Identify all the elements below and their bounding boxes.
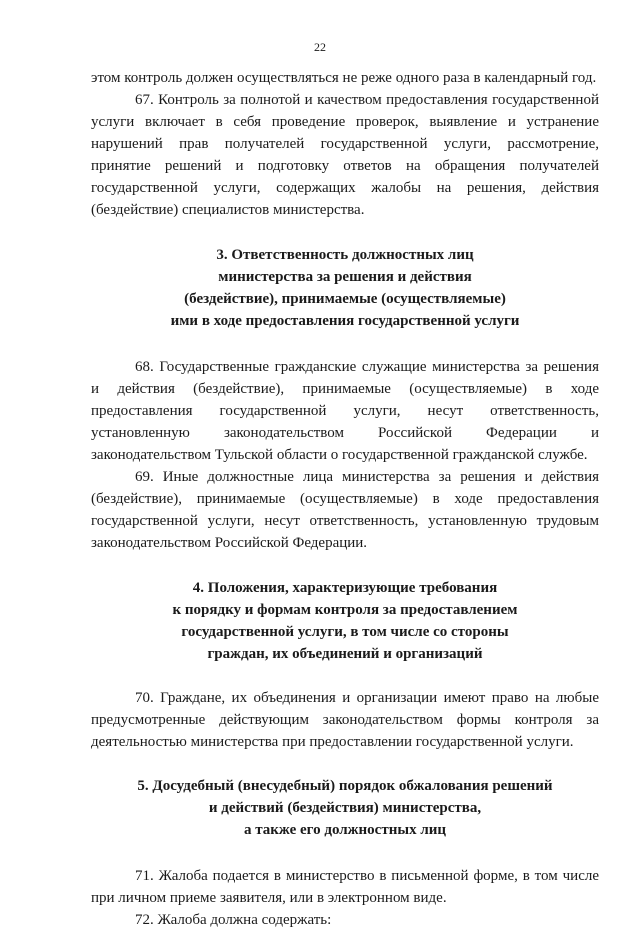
- section-5-heading-line: и действий (бездействия) министерства,: [208, 800, 482, 816]
- paragraph-68: 68. Государственные гражданские служащие министерства за решения и действия (бездействие), принимаемые (осуществляемые) в ходе предоставления государственной услуги, несут ответственность, установленную законодательством Российской Федерации и законодательством Тульской области о государственной гражданской службе.: [91, 359, 599, 463]
- section-3-heading-line: 3. Ответственность должностных лиц: [216, 247, 474, 263]
- section-4-heading-line: 4. Положения, характеризующие требования: [192, 580, 498, 596]
- page-number: 22: [314, 40, 326, 54]
- document-body: [91, 67, 599, 931]
- paragraph-67: 67. Контроль за полнотой и качеством предоставления государственной услуги включает в себя проведение проверок, выявление и устранение нарушений прав получателей государственной услуги, рассмотрение, принятие решений и подготовку ответов на обращения получателей государственной услуги, содержащих жалобы на решения, действия (бездействие) специалистов министерства.: [91, 92, 599, 218]
- paragraph-70: 70. Граждане, их объединения и организации имеют право на любые предусмотренные действующим законодательством формы контроля за деятельностью министерства при предоставлении государственной услуги.: [91, 690, 599, 750]
- section-4-heading-line: государственной услуги, в том числе со стороны: [181, 624, 509, 640]
- paragraph-71: 71. Жалоба подается в министерство в письменной форме, в том числе при личном приеме заявителя, или в электронном виде.: [91, 868, 599, 906]
- section-4-heading: [91, 577, 599, 665]
- section-4-heading-line: к порядку и формам контроля за предоставлением: [172, 602, 518, 618]
- section-5-heading-line: 5. Досудебный (внесудебный) порядок обжалования решений: [137, 778, 553, 794]
- section-3-heading-line: (бездействие), принимаемые (осуществляемые): [184, 291, 506, 307]
- paragraph-continuation: этом контроль должен осуществляться не реже одного раза в календарный год.: [91, 70, 597, 86]
- section-5-heading-line: а также его должностных лиц: [243, 822, 447, 838]
- section-4-heading-line: граждан, их объединений и организаций: [207, 646, 483, 662]
- section-3-heading: [91, 244, 599, 332]
- section-5-heading: [91, 775, 599, 841]
- paragraph-72: 72. Жалоба должна содержать:: [135, 912, 332, 928]
- section-3-heading-line: министерства за решения и действия: [218, 269, 472, 285]
- paragraph-69: 69. Иные должностные лица министерства за решения и действия (бездействие), принимаемые (осуществляемые) в ходе предоставления государственной услуги, несут ответственность, установленную трудовым законодательством Российской Федерации.: [91, 469, 599, 551]
- section-3-heading-line: ими в ходе предоставления государственной услуги: [170, 313, 520, 329]
